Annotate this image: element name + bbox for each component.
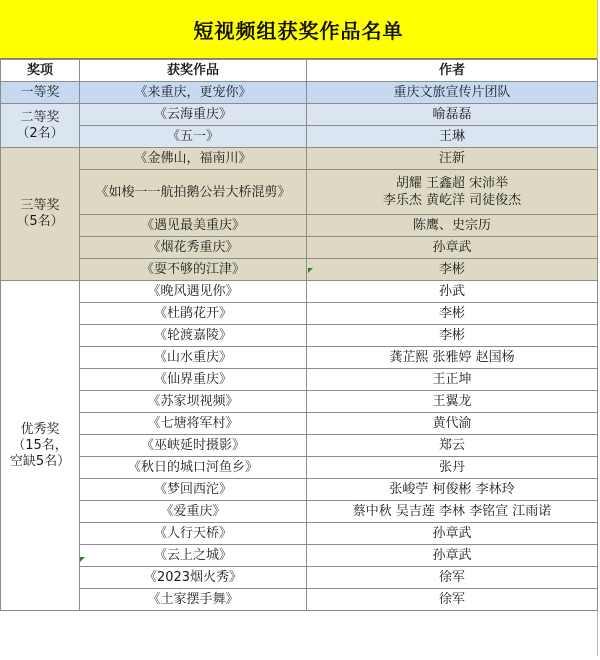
work-cell[interactable]: 《山水重庆》 — [80, 347, 307, 369]
header-award[interactable]: 奖项 — [1, 60, 80, 82]
work-cell[interactable]: 《云海重庆》 — [80, 104, 307, 126]
work-cell[interactable]: 《仙界重庆》 — [80, 369, 307, 391]
award-count: （5名） — [16, 214, 64, 229]
author-cell[interactable]: 汪新 — [307, 148, 598, 170]
table-row — [1, 259, 598, 281]
author-cell-multi[interactable] — [307, 170, 598, 215]
award-cell-third[interactable] — [1, 148, 80, 281]
author-cell[interactable]: 张峻苧 柯俊彬 李林玲 — [307, 479, 598, 501]
table-row — [1, 435, 598, 457]
work-cell[interactable]: 《七塘将军村》 — [80, 413, 307, 435]
author-cell[interactable]: 徐军 — [307, 567, 598, 589]
header-work[interactable]: 获奖作品 — [80, 60, 307, 82]
table-row — [1, 148, 598, 170]
work-cell[interactable]: 《耍不够的江津》 — [80, 259, 307, 281]
work-cell[interactable]: 《金佛山，福南川》 — [80, 148, 307, 170]
award-cell-first[interactable]: 一等奖 — [1, 82, 80, 104]
author-cell[interactable]: 王翼龙 — [307, 391, 598, 413]
author-cell[interactable]: 王正坤 — [307, 369, 598, 391]
author-cell[interactable]: 徐军 — [307, 589, 598, 611]
table-row — [1, 589, 598, 611]
work-cell[interactable]: 《烟花秀重庆》 — [80, 237, 307, 259]
table-row — [1, 567, 598, 589]
author-line: 胡耀 王鑫超 宋沛举 — [395, 176, 509, 191]
author-cell[interactable]: 王琳 — [307, 126, 598, 148]
work-cell[interactable]: 《秋日的城口河鱼乡》 — [80, 457, 307, 479]
work-cell[interactable]: 《梦回西沱》 — [80, 479, 307, 501]
author-cell[interactable]: 孙章武 — [307, 545, 598, 567]
work-cell[interactable]: 《杜鹃花开》 — [80, 303, 307, 325]
work-cell[interactable]: 《爱重庆》 — [80, 501, 307, 523]
table-row — [1, 523, 598, 545]
table-row — [1, 325, 598, 347]
award-count: （15名， — [12, 437, 68, 453]
table-row — [1, 237, 598, 259]
author-cell[interactable]: 孙章武 — [307, 237, 598, 259]
award-label: 三等奖 — [20, 198, 60, 213]
table-row — [1, 545, 598, 567]
award-cell-second[interactable] — [1, 104, 80, 148]
table-row — [1, 104, 598, 126]
table-row — [1, 82, 598, 104]
author-cell[interactable]: 李彬 — [307, 259, 598, 281]
table-row — [1, 479, 598, 501]
table-row — [1, 501, 598, 523]
author-cell[interactable]: 孙武 — [307, 281, 598, 303]
author-cell[interactable]: 喻磊磊 — [307, 104, 598, 126]
cell-note-triangle-icon — [308, 268, 313, 273]
header-author[interactable]: 作者 — [307, 60, 598, 82]
work-cell[interactable]: 《轮渡嘉陵》 — [80, 325, 307, 347]
author-line: 李乐杰 黄屹洋 司徒俊杰 — [382, 193, 522, 208]
author-cell[interactable]: 重庆文旅宣传片团队 — [307, 82, 598, 104]
work-cell[interactable]: 《人行天桥》 — [80, 523, 307, 545]
table-row — [1, 413, 598, 435]
table-row — [1, 369, 598, 391]
cell-note-triangle-icon — [80, 557, 85, 562]
table-row — [1, 170, 598, 215]
work-cell[interactable]: 《五一》 — [80, 126, 307, 148]
work-cell[interactable]: 《来重庆，更宠你》 — [80, 82, 307, 104]
award-table — [0, 59, 598, 611]
work-cell[interactable]: 《2023烟火秀》 — [80, 567, 307, 589]
work-cell[interactable]: 《土家摆手舞》 — [80, 589, 307, 611]
table-row — [1, 126, 598, 148]
author-cell[interactable]: 龚芷熙 张雅婷 赵国杨 — [307, 347, 598, 369]
author-cell[interactable]: 李彬 — [307, 325, 598, 347]
work-cell[interactable]: 《云上之城》 — [80, 545, 307, 567]
table-row — [1, 303, 598, 325]
work-cell[interactable]: 《苏家坝视频》 — [80, 391, 307, 413]
author-cell[interactable]: 蔡中秋 吴吉莲 李林 李铭宣 江雨诺 — [307, 501, 598, 523]
table-row — [1, 215, 598, 237]
author-cell[interactable]: 孙章武 — [307, 523, 598, 545]
author-cell[interactable]: 黄代渝 — [307, 413, 598, 435]
author-cell[interactable]: 郑云 — [307, 435, 598, 457]
award-count: （2名） — [16, 125, 64, 141]
author-cell[interactable]: 李彬 — [307, 303, 598, 325]
table-row — [1, 457, 598, 479]
work-cell[interactable]: 《遇见最美重庆》 — [80, 215, 307, 237]
author-cell[interactable]: 张丹 — [307, 457, 598, 479]
award-label: 二等奖 — [20, 109, 60, 125]
author-cell[interactable]: 陈鹰、史宗历 — [307, 215, 598, 237]
work-cell[interactable]: 《晚风遇见你》 — [80, 281, 307, 303]
sheet-title[interactable]: 短视频组获奖作品名单 — [0, 0, 597, 59]
award-cell-excellence[interactable] — [1, 281, 80, 611]
award-vacancy: 空缺5名） — [9, 453, 71, 469]
table-row — [1, 347, 598, 369]
award-label: 优秀奖 — [20, 421, 60, 437]
table-row — [1, 391, 598, 413]
header-row — [1, 60, 598, 82]
table-row — [1, 281, 598, 303]
work-cell[interactable]: 《巫峡延时摄影》 — [80, 435, 307, 457]
work-cell[interactable]: 《如梭一一航拍鹅公岩大桥混剪》 — [80, 170, 307, 215]
